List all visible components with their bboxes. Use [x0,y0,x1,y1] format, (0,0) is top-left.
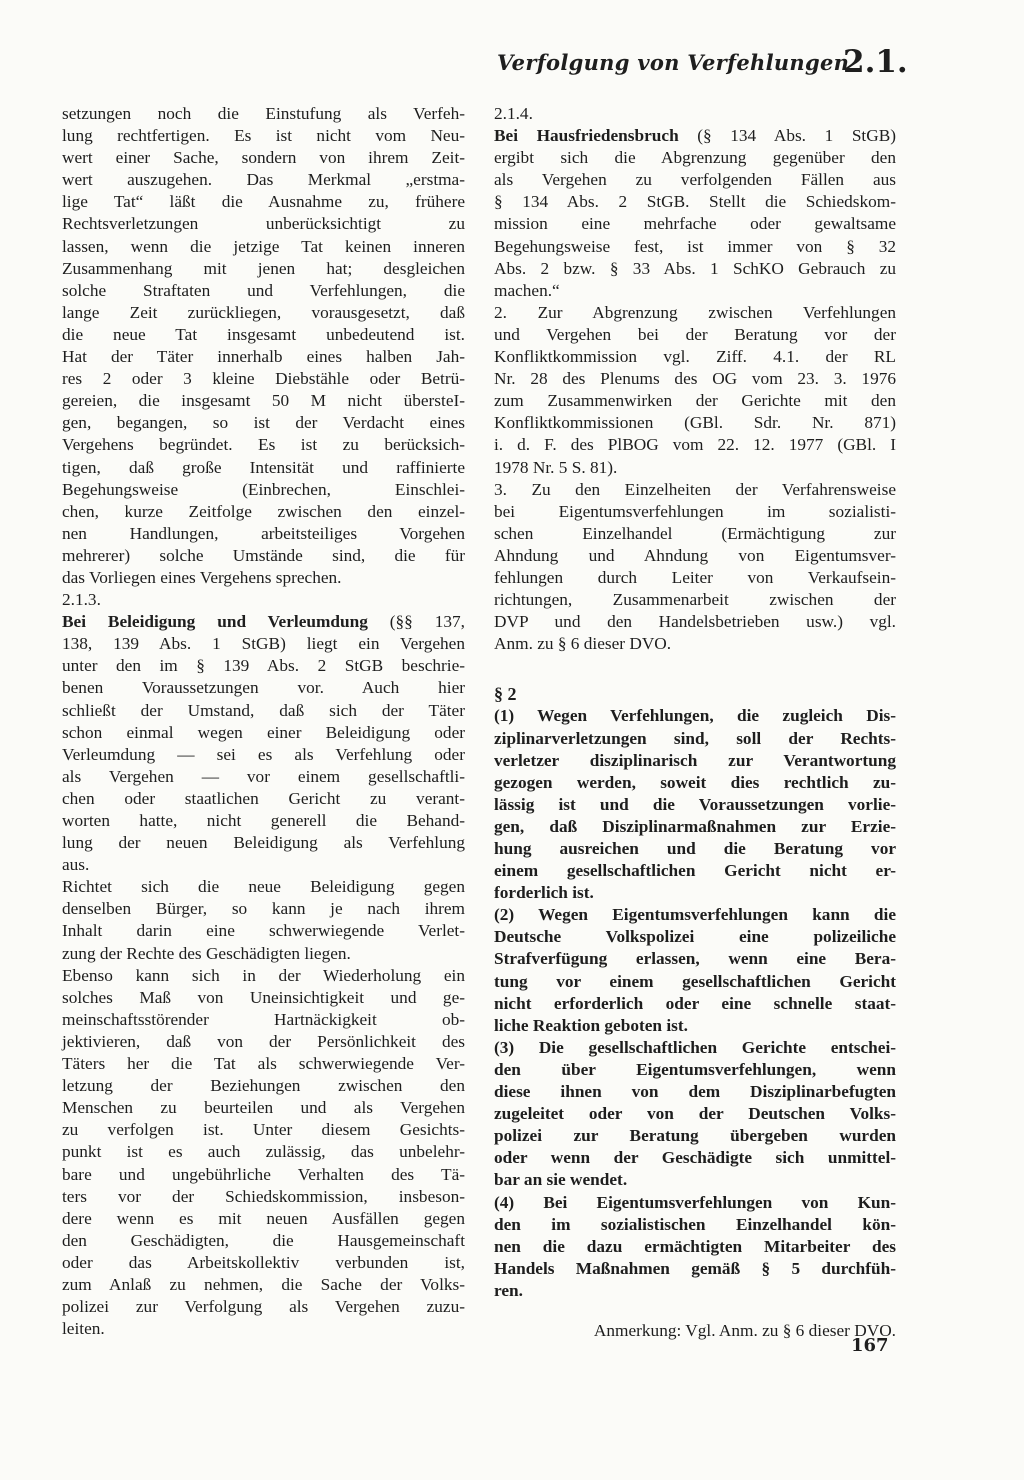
text-line: gen, daß Disziplinarmaßnahmen zur Erzie- [494,816,896,836]
text-line: lange Zeit zurückliegen, vorausgesetzt, daß [62,302,465,322]
text-line: nicht erforderlich oder eine schnelle staat- [494,993,896,1013]
annotation-note: Anmerkung: Vgl. Anm. zu § 6 dieser DVO. [593,1320,896,1340]
text-line: (2) Wegen Eigentumsverfehlungen kann die [494,905,896,925]
text-line: Strafverfügung erlassen, wenn eine Bera- [494,949,896,969]
text-line: bar an sie wendet. [494,1170,628,1190]
text-line: schließt der Umstand, daß sich der Täter [62,700,465,720]
text-line: Anm. zu § 6 dieser DVO. [494,634,672,654]
text-line: den Geschädigten, die Hausgemeinschaft [62,1230,465,1250]
text-line: Ahndung und Ahndung von Eigentumsver- [494,545,896,565]
lead-2-1-3-line [62,611,465,633]
section-2-heading: § 2 [494,684,517,705]
text-line: zu verfolgen ist. Unter diesem Gesichts- [62,1120,465,1140]
text-line: dere wenn es mit neuen Ausfällen gegen [62,1208,465,1228]
right-column [494,103,896,1342]
text-line: nen die dazu ermächtigten Mitarbeiter des [494,1236,896,1256]
text-line: tigen, daß große Intensität und raffinierte [62,457,465,477]
text-line: (4) Bei Eigentumsverfehlungen von Kun- [494,1192,896,1212]
heading-2-1-4: 2.1.4. [494,104,533,123]
heading-2-1-3: 2.1.3. [62,590,101,610]
text-line: lige Tat“ läßt die Ausnahme zu, frühere [62,192,465,212]
lead-2-1-4-rest: (§ 134 Abs. 1 StGB) [697,126,896,146]
lead-2-1-3: Bei Beleidigung und Verleumdung [62,612,368,632]
text-line: wert auszugehen. Das Merkmal „erstma- [62,170,465,190]
text-line: Konfliktkommissionen (GBl. Sdr. Nr. 871) [494,413,896,433]
text-line: Deutsche Volkspolizei eine polizeiliche [494,927,896,947]
text-line: oder das Arbeitskollektiv verbunden ist, [62,1252,465,1272]
text-line: res 2 oder 3 kleine Diebstähle oder Betrü- [62,369,465,389]
text-line: 2. Zur Abgrenzung zwischen Verfehlungen [494,302,896,322]
text-line: diese ihnen von dem Disziplinarbefugten [494,1082,896,1102]
text-line: denselben Bürger, so kann je nach ihrem [62,899,465,919]
text-line: fehlungen durch Leiter von Verkaufsein- [494,567,896,587]
text-line: und Vergehen bei der Beratung vor der [494,324,896,344]
text-line: tung vor einem gesellschaftlichen Gericht [494,971,896,991]
text-line: leiten. [62,1319,105,1339]
text-line: (3) Die gesellschaftlichen Gerichte entschei- [494,1037,896,1057]
text-line: lässig ist und die Voraussetzungen vorlie- [494,794,896,814]
text-line: das Vorliegen eines Vergehens sprechen. [62,567,342,587]
text-line: schon einmal wegen einer Beleidigung oder [62,722,465,742]
text-line: gen, begangen, so ist der Verdacht eines [62,413,465,433]
text-line: liche Reaktion geboten ist. [494,1015,688,1035]
text-line: ergibt sich die Abgrenzung gegenüber den [494,148,896,168]
text-line: wert einer Sache, sondern von ihrem Zeit- [62,148,465,168]
text-line: gereien, die insgesamt 50 M nicht übersteI- [62,391,465,411]
text-2-1-4 [494,147,896,655]
text-line: ters vor der Schiedskommission, insbeson- [62,1186,465,1206]
text-line: i. d. F. des PlBOG vom 22. 12. 1977 (GBl. I [494,435,896,455]
text-line: Ebenso kann sich in der Wiederholung ein [62,965,465,985]
text-line: lassen, wenn die jetzige Tat keinen inneren [62,236,465,256]
page-number: 167 [851,1335,889,1356]
text-line: nen Handlungen, arbeitsteiliges Vorgehen [62,523,465,543]
text-line: Nr. 28 des Plenums des OG vom 23. 3. 1976 [494,369,896,389]
running-header-title: Verfolgung von Verfehlungen [497,50,850,75]
text-line: Hat der Täter innerhalb eines halben Jah- [62,347,465,367]
text-line: Begehungsweise fest, ist immer von § 32 [494,236,896,256]
text-line: als Vergehen zu verfolgenden Fällen aus [494,170,896,190]
text-line: hung ausreichen und die Beratung vor [494,839,896,858]
text-line: (1) Wegen Verfehlungen, die zugleich Dis- [494,706,896,726]
text-line: zung der Rechte des Geschädigten liegen. [62,943,351,963]
text-line: Handels Maßnahmen gemäß § 5 durchfüh- [494,1258,896,1278]
text-line: solche Straftaten und Verfehlungen, die [62,280,465,300]
text-line: DVP und den Handelsbetrieben usw.) vgl. [494,612,896,632]
text-2-1-3 [62,633,465,1340]
text-line: zugeleitet oder von der Deutschen Volks- [494,1104,896,1124]
text-line: solches Maß von Uneinsichtigkeit und ge- [62,987,465,1007]
text-line: als Vergehen — vor einem gesellschaftli- [62,766,465,786]
text-line: meinschaftsstörender Hartnäckigkeit ob- [62,1009,465,1029]
text-line: den über Eigentumsverfehlungen, wenn [494,1059,896,1079]
section-2-text [494,705,896,1302]
text-line: setzungen noch die Einstufung als Verfeh- [62,104,465,123]
text-line: gezogen werden, soweit dies rechtlich zu- [494,772,896,792]
text-line: chen, kurze Zeitfolge zwischen den einzel- [62,501,465,521]
text-line: richtungen, Zusammenarbeit zwischen der [494,590,896,610]
text-line: mehrerer) solche Umstände sind, die für [62,545,465,565]
text-line: polizei zur Beratung übergeben wurden [494,1126,896,1146]
text-line: die neue Tat insgesamt unbedeutend ist. [62,324,465,344]
text-line: Verleumdung — sei es als Verfehlung oder [62,744,465,764]
text-line: lung rechtfertigen. Es ist nicht vom Neu- [62,126,465,146]
text-line: oder wenn der Geschädigte sich unmittel- [494,1148,896,1168]
text-line: Richtet sich die neue Beleidigung gegen [62,877,465,897]
text-line: bare und ungebührliche Verhalten des Tä- [62,1164,465,1184]
text-line: mission eine mehrfache oder gewaltsame [494,214,896,234]
text-line: ziplinarverletzungen sind, soll der Rechts- [494,728,896,748]
lead-2-1-3-rest: (§§ 137, [389,612,465,632]
text-line: ren. [494,1280,523,1300]
text-line: chen oder staatlichen Gericht zu verant- [62,788,465,808]
left-intro-paragraph [62,103,465,589]
text-line: Vergehens begründet. Es ist zu berücksich- [62,435,465,455]
text-line: punkt ist es auch zulässig, das unbelehr- [62,1142,465,1162]
text-line: 1978 Nr. 5 S. 81). [494,457,618,477]
text-line: unter den im § 139 Abs. 2 StGB beschrie- [62,656,465,676]
text-line: Konfliktkommission vgl. Ziff. 4.1. der RL [494,347,896,367]
text-line: worten hatte, nicht generell die Behand- [62,811,465,830]
text-line: letzung der Beziehungen zwischen den [62,1076,465,1096]
text-line: den im sozialistischen Einzelhandel kön- [494,1214,896,1234]
text-line: machen.“ [494,280,560,300]
text-line: Inhalt darin eine schwerwiegende Verlet- [62,921,465,941]
lead-2-1-4: Bei Hausfriedensbruch [494,126,679,146]
text-line: § 134 Abs. 2 StGB. Stellt die Schiedskom- [494,192,896,212]
text-line: Menschen zu beurteilen und als Vergehen [62,1098,465,1118]
lead-2-1-4-line [494,125,896,147]
text-line: schen Einzelhandel (Ermächtigung zur [494,523,896,543]
text-line: jektivieren, daß von der Persönlichkeit des [62,1031,465,1051]
text-line: benen Voraussetzungen vor. Auch hier [62,678,465,698]
text-line: 3. Zu den Einzelheiten der Verfahrensweise [494,479,896,499]
text-line: Abs. 2 bzw. § 33 Abs. 1 SchKO Gebrauch zu [494,258,896,278]
text-line: bei Eigentumsverfehlungen im sozialisti- [494,501,896,521]
text-line: Täters her die Tat als schwerwiegende Ver- [62,1054,465,1074]
text-line: 138, 139 Abs. 1 StGB) liegt ein Vergehen [62,634,465,654]
text-line: verletzer disziplinarisch zur Verantwortung [494,750,896,770]
text-line: forderlich ist. [494,883,594,903]
text-line: aus. [62,855,90,875]
text-line: zum Zusammenwirken der Gerichte mit den [494,391,896,411]
text-line: Zusammenhang mit jenen hat; desgleichen [62,258,465,278]
text-line: Rechtsverletzungen unberücksichtigt zu [62,214,465,234]
text-line: lung der neuen Beleidigung als Verfehlung [62,833,465,853]
left-column [62,103,465,1340]
text-line: polizei zur Verfolgung als Vergehen zuzu- [62,1297,465,1317]
text-line: Begehungsweise (Einbrechen, Einschlei- [62,479,465,499]
text-line: einem gesellschaftlichen Gericht nicht er- [494,861,896,881]
text-line: zum Anlaß zu nehmen, die Sache der Volks- [62,1274,465,1294]
running-header-section: 2.1. [843,44,908,80]
